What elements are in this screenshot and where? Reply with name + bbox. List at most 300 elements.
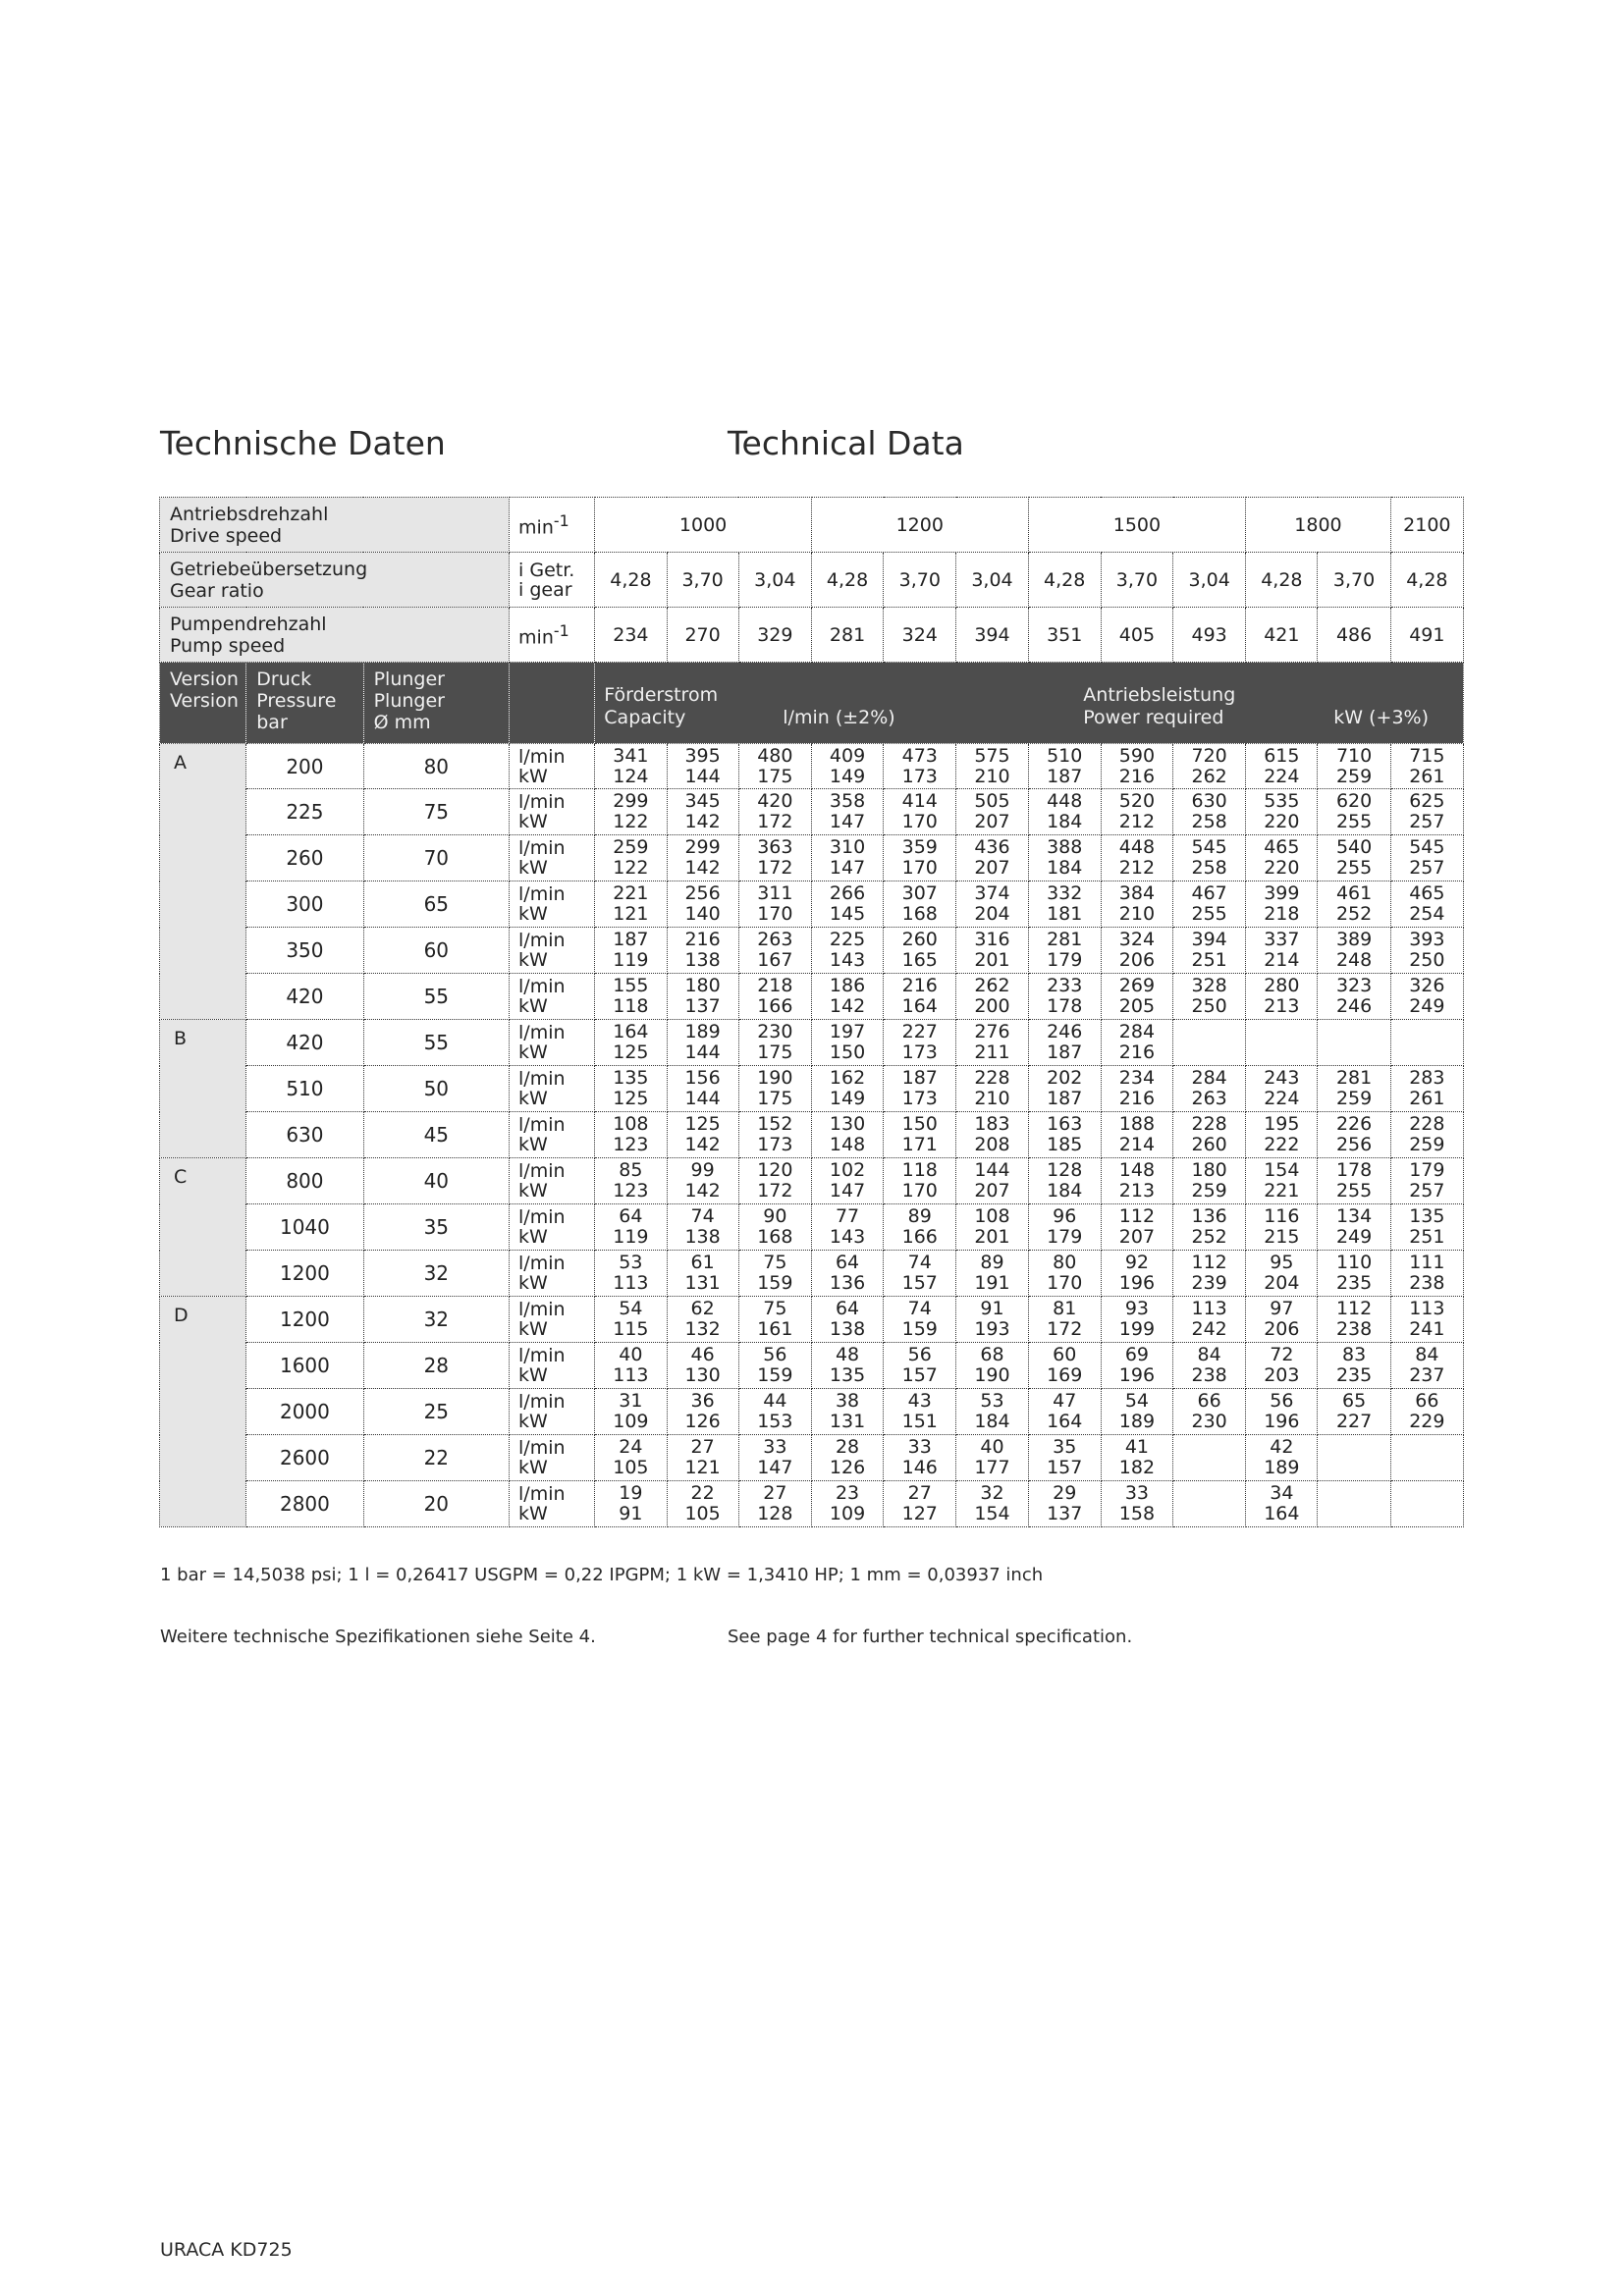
flow-value: 461 [1335,882,1373,904]
value-cell [667,1204,738,1251]
version-cell: D [160,1297,246,1527]
flow-value: 75 [763,1298,787,1319]
value-cell [1028,1020,1101,1066]
power-value: 214 [1264,949,1300,971]
power-unit-label: kW [518,811,548,832]
pressure-cell: 350 [246,928,363,974]
power-value: 201 [974,949,1010,971]
power-value: 164 [901,995,938,1017]
value-cell [1318,1481,1390,1527]
flow-value: 144 [974,1159,1010,1181]
flow-value: 75 [763,1252,787,1273]
flow-value: 299 [684,836,721,858]
value-cell [1246,835,1318,881]
flow-value: 118 [901,1159,938,1181]
flow-value: 520 [1118,790,1156,812]
flow-value: 36 [690,1390,715,1412]
value-cell [811,1389,883,1435]
table-row [160,1389,1464,1435]
power-value: 121 [684,1457,721,1478]
flow-value: 64 [835,1298,860,1319]
capacity-power-header [595,663,1464,744]
pump-speed-value: 351 [1028,608,1101,663]
plunger-cell: 70 [363,835,509,881]
value-cell [595,744,667,789]
flow-value: 27 [690,1436,715,1458]
power-value: 210 [974,1088,1010,1109]
plunger-cell: 20 [363,1481,509,1527]
value-cell [1173,1020,1246,1066]
unit-label-cell [510,1481,595,1527]
plunger-cell: 55 [363,974,509,1020]
value-cell [667,1020,738,1066]
flow-value: 33 [763,1436,787,1458]
flow-value: 399 [1264,882,1300,904]
power-value: 154 [974,1503,1010,1524]
technical-data-table [159,497,1464,1527]
table-row [160,789,1464,835]
flow-value: 53 [619,1252,643,1273]
value-cell [811,1251,883,1297]
flow-value: 358 [829,790,866,812]
flow-unit-label: l/min [518,883,566,905]
value-cell [811,881,883,928]
version-cell: B [160,1020,246,1158]
value-cell [1246,1158,1318,1204]
flow-value: 263 [757,929,793,950]
flow-value: 183 [974,1113,1010,1135]
value-cell [1028,928,1101,974]
power-value: 179 [1047,949,1083,971]
flow-value: 134 [1335,1205,1373,1227]
flow-value: 93 [1124,1298,1150,1319]
table-row [160,835,1464,881]
value-cell [884,1343,956,1389]
power-value: 170 [757,903,793,925]
power-value: 142 [684,1180,721,1201]
flow-value: 620 [1335,790,1373,812]
value-cell [956,1066,1028,1112]
value-cell [884,1481,956,1527]
value-cell [1390,1158,1463,1204]
drive-speed-row [160,498,1464,553]
power-value: 249 [1335,1226,1373,1248]
power-value: 238 [1191,1364,1227,1386]
value-cell [1318,928,1390,974]
value-cell [1318,1297,1390,1343]
power-unit-label: kW [518,1088,548,1109]
power-value: 216 [1118,765,1156,787]
flow-value: 480 [757,744,793,767]
pressure-cell: 420 [246,1020,363,1066]
power-value: 255 [1191,903,1227,925]
pressure-cell: 1200 [246,1297,363,1343]
value-cell [667,1158,738,1204]
power-value: 172 [757,1180,793,1201]
power-value: 189 [1118,1411,1156,1432]
table-row [160,1066,1464,1112]
value-cell [595,1020,667,1066]
value-cell [884,1020,956,1066]
power-value: 122 [613,811,649,832]
gear-ratio-value: 3,70 [1101,553,1172,608]
value-cell [1390,744,1463,789]
flow-value: 316 [974,929,1010,950]
flow-value: 281 [1047,929,1083,950]
value-cell [811,974,883,1020]
power-value: 242 [1191,1318,1227,1340]
value-cell [738,1020,811,1066]
power-value: 224 [1264,765,1300,787]
power-value: 125 [613,1041,649,1063]
flow-value: 22 [690,1482,715,1504]
gear-ratio-value: 3,04 [738,553,811,608]
flow-unit-label: l/min [518,1483,566,1505]
power-value: 259 [1409,1134,1445,1155]
gear-ratio-value: 4,28 [811,553,883,608]
gear-ratio-row [160,553,1464,608]
flow-value: 65 [1341,1390,1367,1412]
power-value: 118 [613,995,649,1017]
flow-value: 66 [1197,1390,1221,1412]
value-cell [1390,1435,1463,1481]
value-cell [1101,1251,1172,1297]
value-cell [1390,1204,1463,1251]
flow-value: 23 [835,1482,860,1504]
value-cell [1028,1343,1101,1389]
value-cell [667,1343,738,1389]
flow-value: 113 [1409,1298,1445,1319]
value-cell [1318,974,1390,1020]
value-cell [956,1158,1028,1204]
table-row [160,1435,1464,1481]
flow-value: 625 [1409,790,1445,812]
power-value: 138 [684,1226,721,1248]
power-value: 190 [974,1364,1010,1386]
flow-value: 188 [1118,1113,1156,1135]
value-cell [884,789,956,835]
value-cell [956,928,1028,974]
value-cell [1246,1481,1318,1527]
pressure-cell: 1600 [246,1343,363,1389]
value-cell [1173,1297,1246,1343]
power-value: 130 [684,1364,721,1386]
flow-value: 262 [974,975,1010,996]
flow-value: 473 [901,744,938,767]
value-cell [595,1251,667,1297]
value-cell [738,1435,811,1481]
flow-value: 216 [684,929,721,950]
flow-value: 99 [690,1159,715,1181]
flow-value: 74 [907,1298,932,1319]
flow-value: 40 [980,1436,1004,1458]
plunger-cell: 22 [363,1435,509,1481]
plunger-cell: 80 [363,744,509,789]
capacity-unit: l/min (±2%) [783,707,895,728]
power-value: 145 [829,903,866,925]
flow-unit-label: l/min [518,1068,566,1090]
flow-unit-label: l/min [518,1299,566,1320]
power-value: 142 [829,995,866,1017]
pump-speed-value: 329 [738,608,811,663]
value-cell [667,974,738,1020]
value-cell [1173,1112,1246,1158]
power-unit-label: kW [518,1457,548,1478]
power-value: 140 [684,903,721,925]
flow-value: 575 [974,744,1010,767]
plunger-cell: 75 [363,789,509,835]
flow-value: 180 [684,975,721,996]
pump-speed-row [160,608,1464,663]
pressure-cell: 1040 [246,1204,363,1251]
power-value: 263 [1191,1088,1227,1109]
flow-value: 187 [901,1067,938,1089]
power-value: 255 [1335,811,1373,832]
drive-speed-label-de: Antriebsdrehzahl [170,503,329,525]
gear-ratio-label-de: Getriebeübersetzung [170,558,368,580]
flow-value: 150 [901,1113,938,1135]
flow-value: 299 [613,790,649,812]
flow-value: 332 [1047,882,1083,904]
power-unit-label: kW [518,765,548,787]
unit-label-cell [510,789,595,835]
plunger-cell: 25 [363,1389,509,1435]
power-unit-label: kW [518,857,548,879]
flow-value: 72 [1270,1344,1294,1365]
power-value: 166 [901,1226,938,1248]
power-value: 187 [1047,765,1083,787]
power-value: 259 [1335,765,1373,787]
value-cell [956,1481,1028,1527]
unit-label-cell [510,928,595,974]
flow-value: 90 [763,1205,787,1227]
power-value: 157 [901,1364,938,1386]
value-cell [884,1297,956,1343]
power-value: 220 [1264,857,1300,879]
value-cell [738,744,811,789]
power-value: 255 [1335,1180,1373,1201]
flow-value: 467 [1191,882,1227,904]
power-value: 254 [1409,903,1445,925]
value-cell [811,1343,883,1389]
value-cell [1173,835,1246,881]
flow-value: 64 [835,1252,860,1273]
power-value: 189 [1264,1457,1300,1478]
flow-value: 136 [1191,1205,1227,1227]
value-cell [738,881,811,928]
power-unit-label: kW [518,1503,548,1524]
power-unit-label: kW [518,1318,548,1340]
value-cell [1318,1020,1390,1066]
power-value: 115 [613,1318,649,1340]
value-cell [738,1297,811,1343]
value-cell [1246,1020,1318,1066]
power-value: 191 [974,1272,1010,1294]
flow-value: 202 [1047,1067,1083,1089]
power-value: 148 [829,1134,866,1155]
flow-value: 31 [619,1390,643,1412]
power-value: 137 [684,995,721,1017]
power-value: 119 [613,949,649,971]
value-cell [956,1343,1028,1389]
value-cell [1318,1389,1390,1435]
value-cell [1318,881,1390,928]
value-cell [1390,1066,1463,1112]
table-row [160,1343,1464,1389]
power-value: 147 [829,857,866,879]
power-value: 212 [1118,857,1156,879]
power-value: 196 [1118,1364,1156,1386]
power-value: 171 [901,1134,938,1155]
flow-value: 32 [980,1482,1004,1504]
unit-label-cell [510,1435,595,1481]
flow-value: 42 [1270,1436,1294,1458]
value-cell [956,789,1028,835]
value-cell [595,881,667,928]
value-cell [1173,1343,1246,1389]
power-value: 165 [901,949,938,971]
plunger-cell: 40 [363,1158,509,1204]
unit-label-cell [510,1251,595,1297]
power-value: 213 [1264,995,1300,1017]
power-value: 216 [1118,1088,1156,1109]
pressure-cell: 1200 [246,1251,363,1297]
gear-ratio-value: 4,28 [1390,553,1463,608]
value-cell [1390,1481,1463,1527]
power-unit-label: kW [518,1041,548,1063]
value-cell [884,974,956,1020]
pump-speed-value: 421 [1246,608,1318,663]
power-value: 142 [684,811,721,832]
plunger-cell: 32 [363,1297,509,1343]
unit-label-cell [510,1020,595,1066]
gear-ratio-label-en: Gear ratio [170,579,264,602]
value-cell [1246,1343,1318,1389]
power-value: 221 [1264,1180,1300,1201]
value-cell [738,1158,811,1204]
flow-unit-label: l/min [518,1206,566,1228]
value-cell [956,1251,1028,1297]
value-cell [1101,1020,1172,1066]
flow-value: 186 [829,975,866,996]
flow-value: 27 [763,1482,787,1504]
value-cell [956,1020,1028,1066]
flow-value: 108 [974,1205,1010,1227]
flow-value: 228 [1409,1113,1445,1135]
power-value: 258 [1191,857,1227,879]
pump-speed-value: 324 [884,608,956,663]
unit-label-cell [510,1066,595,1112]
power-value: 147 [829,811,866,832]
value-cell [1101,1389,1172,1435]
flow-unit-label: l/min [518,1160,566,1182]
flow-value: 259 [613,836,649,858]
value-cell [1390,1020,1463,1066]
value-cell [884,928,956,974]
power-value: 256 [1335,1134,1373,1155]
power-value: 164 [1047,1411,1083,1432]
power-value: 207 [974,857,1010,879]
flow-value: 48 [835,1344,860,1365]
power-value: 249 [1409,995,1445,1017]
flow-value: 128 [1047,1159,1083,1181]
flow-value: 189 [684,1021,721,1042]
flow-value: 162 [829,1067,866,1089]
value-cell [1390,1343,1463,1389]
flow-value: 545 [1191,836,1227,858]
power-value: 147 [829,1180,866,1201]
value-cell [1101,1343,1172,1389]
table-row [160,744,1464,789]
power-value: 241 [1409,1318,1445,1340]
flow-unit-label: l/min [518,1345,566,1366]
power-value: 175 [757,1041,793,1063]
power-value: 220 [1264,811,1300,832]
power-value: 185 [1047,1134,1083,1155]
plunger-header: Plunger Plunger Ø mm [363,663,509,744]
value-cell [884,1435,956,1481]
power-value: 127 [901,1503,938,1524]
flow-value: 218 [757,975,793,996]
flow-value: 35 [1053,1436,1077,1458]
flow-value: 97 [1270,1298,1294,1319]
gear-ratio-value: 3,04 [1173,553,1246,608]
flow-value: 260 [901,929,938,950]
value-cell [811,928,883,974]
further-spec-note-en: See page 4 for further technical specification. [728,1627,1133,1647]
value-cell [595,835,667,881]
power-value: 172 [757,811,793,832]
flow-value: 216 [901,975,938,996]
power-value: 142 [684,857,721,879]
power-value: 136 [829,1272,866,1294]
flow-unit-label: l/min [518,930,566,951]
flow-value: 389 [1335,929,1373,950]
flow-value: 394 [1191,929,1227,950]
flow-value: 311 [757,882,793,904]
version-cell: C [160,1158,246,1297]
power-value: 250 [1409,949,1445,971]
value-cell [738,1481,811,1527]
power-value: 177 [974,1457,1010,1478]
value-cell [738,789,811,835]
power-value: 131 [684,1272,721,1294]
value-cell [956,974,1028,1020]
power-value: 157 [1047,1457,1083,1478]
value-cell [1173,744,1246,789]
flow-value: 62 [690,1298,715,1319]
flow-value: 284 [1191,1067,1227,1089]
table-row [160,1297,1464,1343]
value-cell [1101,835,1172,881]
value-cell [1028,1251,1101,1297]
value-cell [1246,789,1318,835]
power-value: 109 [613,1411,649,1432]
value-cell [1390,928,1463,974]
value-cell [1318,789,1390,835]
flow-value: 156 [684,1067,721,1089]
pressure-cell: 2800 [246,1481,363,1527]
power-value: 252 [1191,1226,1227,1248]
value-cell [738,1343,811,1389]
flow-value: 113 [1191,1298,1227,1319]
value-cell [1173,1251,1246,1297]
value-cell [667,1251,738,1297]
power-value: 200 [974,995,1010,1017]
flow-value: 84 [1415,1344,1439,1365]
power-value: 151 [901,1411,938,1432]
flow-value: 465 [1409,882,1445,904]
